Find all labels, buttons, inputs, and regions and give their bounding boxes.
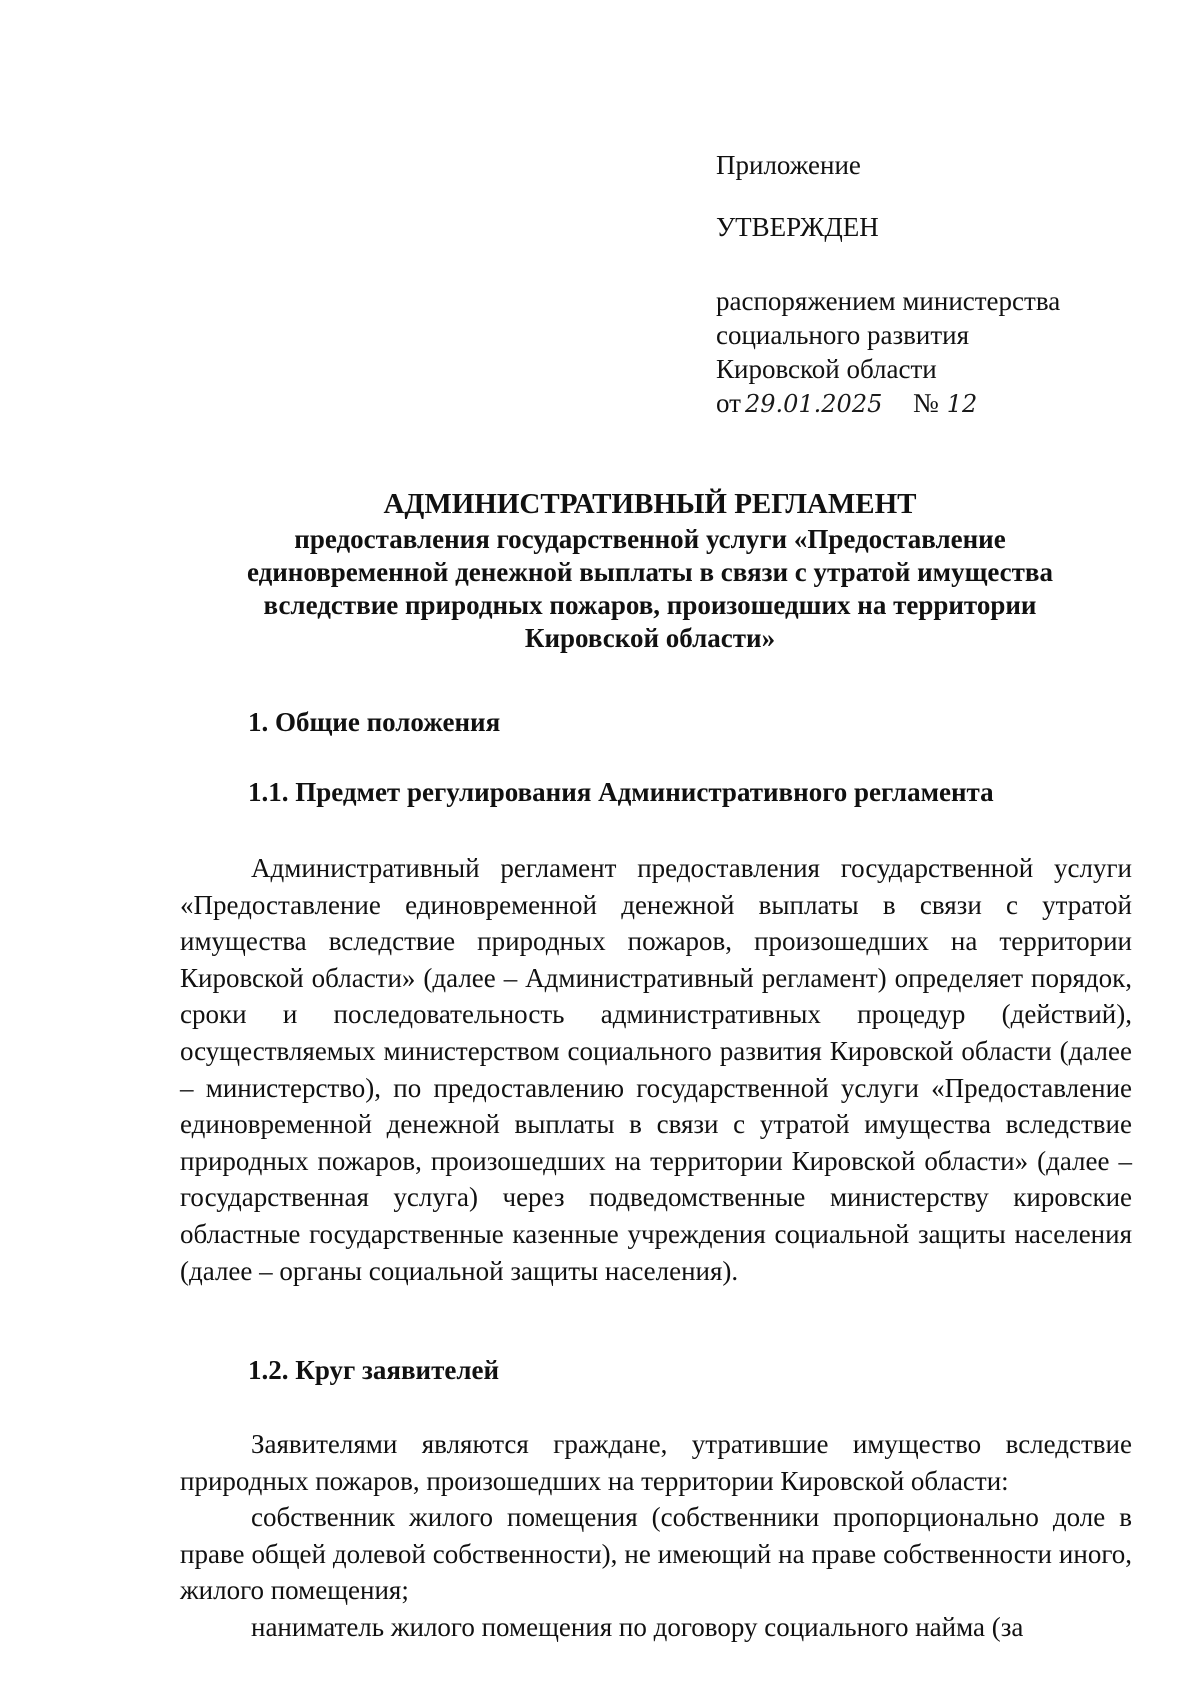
applicants-item-owner: собственник жилого помещения (собственники пропорционально доле в праве общей долевой собственности), не имеющий на праве собственности иного, жилого помещения; xyxy=(180,1502,1132,1606)
title-line-2: предоставления государственной услуги «Предоставление xyxy=(294,524,1006,554)
order-line-3: Кировской области xyxy=(716,354,937,384)
approved-label: УТВЕРЖДЕН xyxy=(716,212,879,242)
number-prefix: № xyxy=(912,388,939,418)
approval-stamp-block xyxy=(716,148,1136,421)
title-line-4: вследствие природных пожаров, произошедших на территории xyxy=(263,590,1037,620)
appendix-label: Приложение xyxy=(716,150,861,180)
handwritten-number: 12 xyxy=(946,390,978,418)
title-line-1: АДМИНИСТРАТИВНЫЙ РЕГЛАМЕНТ xyxy=(383,488,917,520)
section-heading-general: 1. Общие положения xyxy=(248,707,501,737)
date-prefix: от xyxy=(716,388,741,418)
title-line-5: Кировской области» xyxy=(524,623,776,653)
subject-paragraph: Административный регламент предоставления государственной услуги «Предоставление единовременной денежной выплаты в связи с утратой имущества вследствие природных пожаров, произошедших на территории Кировской области» (далее – Административный регламент) определяет порядок, сроки и последовательность административных процедур (действий), осуществляемых министерством социального развития Кировской области (далее – министерство), по предоставлению государственной услуги «Предоставление единовременной денежной выплаты в связи с утратой имущества вследствие природных пожаров, произошедших на территории Кировской области» (далее – государственная услуга) через подведомственные министерству кировские областные государственные казенные учреждения социальной защиты населения (далее – органы социальной защиты населения). xyxy=(180,853,1132,1286)
order-line-2: социального развития xyxy=(716,320,970,350)
handwritten-date: 29.01.2025 xyxy=(744,390,883,418)
document-title xyxy=(170,488,1130,655)
section-heading-subject: 1.1. Предмет регулирования Административного регламента xyxy=(248,777,994,807)
applicants-block xyxy=(180,1426,1132,1646)
title-line-3: единовременной денежной выплаты в связи с утратой имущества xyxy=(246,557,1054,587)
applicants-item-tenant: наниматель жилого помещения по договору социального найма (за xyxy=(251,1611,1024,1642)
order-line-1: распоряжением министерства xyxy=(716,286,1061,316)
order-date-line xyxy=(716,386,1136,421)
section-heading-applicants: 1.2. Круг заявителей xyxy=(248,1355,500,1385)
applicants-intro: Заявителями являются граждане, утратившие имущество вследствие природных пожаров, произошедших на территории Кировской области: xyxy=(180,1429,1132,1496)
